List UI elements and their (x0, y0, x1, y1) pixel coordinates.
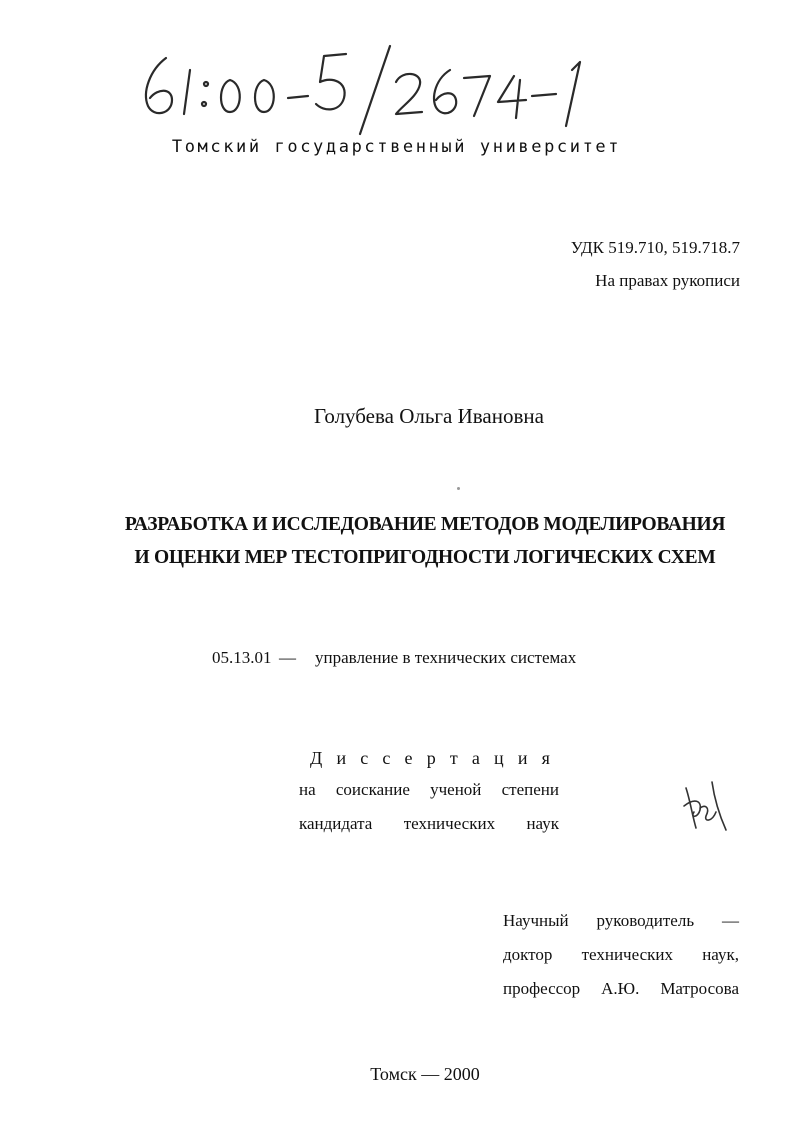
degree-word: соискание (335, 780, 410, 799)
scan-speck (457, 487, 460, 490)
signature-mark (676, 778, 736, 838)
thesis-letter: р (426, 748, 436, 768)
supervisor-word: Матросова (660, 979, 739, 998)
supervisor-word: руководитель (596, 911, 695, 930)
thesis-letter: а (471, 748, 480, 768)
thesis-title-line-2: И ОЦЕНКИ МЕР ТЕСТОПРИГОДНОСТИ ЛОГИЧЕСКИХ СХЕМ (134, 547, 716, 568)
specialty-dash: — (279, 648, 296, 667)
thesis-letter: и (336, 748, 347, 768)
supervisor-word: профессор (503, 979, 581, 998)
city-year: Томск — 2000 (370, 1064, 480, 1084)
supervisor-word: наук, (702, 945, 739, 964)
degree-word: степени (501, 780, 559, 799)
udc-code: УДК 519.710, 519.718.7 (570, 238, 740, 257)
thesis-letter: с (382, 748, 391, 768)
degree-word: технических (403, 814, 496, 833)
degree-word: ученой (430, 780, 482, 799)
thesis-word (310, 748, 550, 769)
thesis-title-line-1: РАЗРАБОТКА И ИССЛЕДОВАНИЕ МЕТОДОВ МОДЕЛИРОВАНИЯ (124, 514, 726, 535)
university-name: Томский государственный университет (171, 137, 622, 157)
supervisor-line-3 (503, 979, 739, 999)
thesis-letter: ц (494, 748, 504, 768)
degree-word: на (299, 780, 316, 799)
author-name: Голубева Ольга Ивановна (314, 404, 544, 428)
thesis-letter: т (449, 748, 458, 768)
handwritten-catalog-number (128, 40, 648, 140)
thesis-letter: я (541, 748, 550, 768)
degree-word: наук (526, 814, 559, 833)
supervisor-line-2 (503, 945, 739, 965)
thesis-letter: и (517, 748, 528, 768)
supervisor-word: доктор (503, 945, 553, 964)
specialty-code: 05.13.01 (212, 648, 272, 667)
supervisor-word: Научный (503, 911, 569, 930)
supervisor-word: — (721, 911, 739, 930)
degree-line-2 (299, 814, 559, 834)
specialty-name: управление в технических системах (315, 648, 577, 667)
degree-line-1 (299, 780, 559, 800)
thesis-letter: Д (310, 748, 323, 768)
supervisor-line-1 (503, 911, 739, 931)
manuscript-rights-note: На правах рукописи (595, 271, 740, 290)
thesis-letter: с (360, 748, 369, 768)
degree-word: кандидата (299, 814, 373, 833)
supervisor-word: технических (581, 945, 673, 964)
supervisor-word: А.Ю. (601, 979, 640, 998)
thesis-letter: е (404, 748, 413, 768)
